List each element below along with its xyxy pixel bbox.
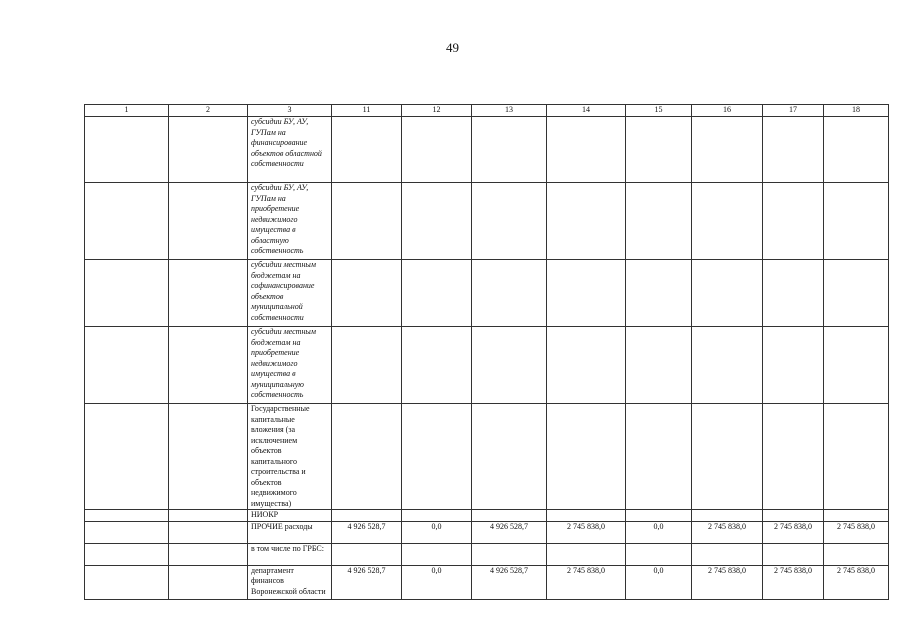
value-cell: 2 745 838,0 [824, 565, 889, 599]
value-cell [692, 327, 763, 404]
value-cell: 4 926 528,7 [332, 565, 402, 599]
column-header: 2 [169, 105, 248, 117]
value-cell [472, 543, 547, 565]
value-cell [626, 327, 692, 404]
empty-cell [169, 521, 248, 543]
value-cell [763, 327, 824, 404]
value-cell [626, 260, 692, 327]
value-cell [824, 260, 889, 327]
page-number: 49 [446, 40, 459, 55]
value-cell: 2 745 838,0 [547, 521, 626, 543]
value-cell [824, 327, 889, 404]
empty-cell [85, 327, 169, 404]
value-cell [763, 260, 824, 327]
value-cell [626, 117, 692, 183]
value-cell [692, 543, 763, 565]
row-label: Государственные капитальные вложения (за исключением объектов капитального строительства и объектов недвижимого имущества) [248, 404, 332, 510]
empty-cell [85, 117, 169, 183]
header-row [85, 105, 889, 117]
row-label: ПРОЧИЕ расходы [248, 521, 332, 543]
empty-cell [169, 183, 248, 260]
value-cell [692, 183, 763, 260]
value-cell: 4 926 528,7 [472, 565, 547, 599]
value-cell [626, 183, 692, 260]
column-header: 12 [402, 105, 472, 117]
empty-cell [169, 117, 248, 183]
value-cell [626, 404, 692, 510]
table-row [85, 260, 889, 327]
table-row [85, 117, 889, 183]
row-label: субсидии местным бюджетам на софинансирование объектов муниципальной собственности [248, 260, 332, 327]
value-cell [402, 117, 472, 183]
value-cell [547, 510, 626, 522]
empty-cell [85, 565, 169, 599]
value-cell [547, 117, 626, 183]
column-header: 11 [332, 105, 402, 117]
table-row [85, 404, 889, 510]
row-label: субсидии БУ, АУ, ГУПам на финансирование объектов областной собственности [248, 117, 332, 183]
column-header: 3 [248, 105, 332, 117]
value-cell [332, 543, 402, 565]
value-cell [472, 327, 547, 404]
value-cell [626, 543, 692, 565]
value-cell [824, 510, 889, 522]
value-cell [763, 510, 824, 522]
value-cell [472, 260, 547, 327]
value-cell [402, 510, 472, 522]
row-label: департамент финансов Воронежской области [248, 565, 332, 599]
value-cell [332, 117, 402, 183]
value-cell [402, 260, 472, 327]
value-cell [824, 117, 889, 183]
value-cell [332, 327, 402, 404]
value-cell [763, 183, 824, 260]
value-cell: 2 745 838,0 [763, 521, 824, 543]
value-cell [547, 543, 626, 565]
column-header: 13 [472, 105, 547, 117]
value-cell [332, 183, 402, 260]
value-cell: 0,0 [402, 521, 472, 543]
value-cell [692, 404, 763, 510]
value-cell [692, 260, 763, 327]
value-cell: 2 745 838,0 [763, 565, 824, 599]
value-cell [472, 183, 547, 260]
value-cell [332, 404, 402, 510]
value-cell [402, 327, 472, 404]
value-cell [547, 183, 626, 260]
value-cell [472, 404, 547, 510]
table-row [85, 327, 889, 404]
empty-cell [169, 543, 248, 565]
budget-table [84, 104, 889, 600]
value-cell: 2 745 838,0 [824, 521, 889, 543]
row-label: НИОКР [248, 510, 332, 522]
value-cell: 4 926 528,7 [332, 521, 402, 543]
empty-cell [85, 183, 169, 260]
column-header: 18 [824, 105, 889, 117]
value-cell: 0,0 [402, 565, 472, 599]
value-cell: 0,0 [626, 565, 692, 599]
value-cell [332, 260, 402, 327]
empty-cell [85, 521, 169, 543]
value-cell [547, 260, 626, 327]
value-cell [763, 404, 824, 510]
value-cell [824, 404, 889, 510]
value-cell: 2 745 838,0 [692, 521, 763, 543]
value-cell [824, 183, 889, 260]
value-cell [824, 543, 889, 565]
value-cell [332, 510, 402, 522]
empty-cell [169, 404, 248, 510]
column-header: 16 [692, 105, 763, 117]
value-cell [763, 543, 824, 565]
value-cell: 4 926 528,7 [472, 521, 547, 543]
empty-cell [85, 543, 169, 565]
value-cell [472, 117, 547, 183]
value-cell [472, 510, 547, 522]
column-header: 14 [547, 105, 626, 117]
value-cell [692, 510, 763, 522]
empty-cell [85, 510, 169, 522]
value-cell: 2 745 838,0 [547, 565, 626, 599]
value-cell: 2 745 838,0 [692, 565, 763, 599]
column-header: 1 [85, 105, 169, 117]
table-row [85, 510, 889, 522]
value-cell: 0,0 [626, 521, 692, 543]
table-row [85, 183, 889, 260]
value-cell [547, 327, 626, 404]
row-label: в том числе по ГРБС: [248, 543, 332, 565]
column-header: 15 [626, 105, 692, 117]
value-cell [402, 404, 472, 510]
empty-cell [169, 565, 248, 599]
value-cell [547, 404, 626, 510]
empty-cell [169, 327, 248, 404]
empty-cell [85, 404, 169, 510]
table-row [85, 521, 889, 543]
row-label: субсидии БУ, АУ, ГУПам на приобретение недвижимого имущества в областную собственность [248, 183, 332, 260]
value-cell [626, 510, 692, 522]
empty-cell [85, 260, 169, 327]
value-cell [692, 117, 763, 183]
value-cell [402, 183, 472, 260]
table-row [85, 543, 889, 565]
value-cell [402, 543, 472, 565]
empty-cell [169, 260, 248, 327]
column-header: 17 [763, 105, 824, 117]
empty-cell [169, 510, 248, 522]
value-cell [763, 117, 824, 183]
row-label: субсидии местным бюджетам на приобретение недвижимого имущества в муниципальную собственность [248, 327, 332, 404]
table-row [85, 565, 889, 599]
